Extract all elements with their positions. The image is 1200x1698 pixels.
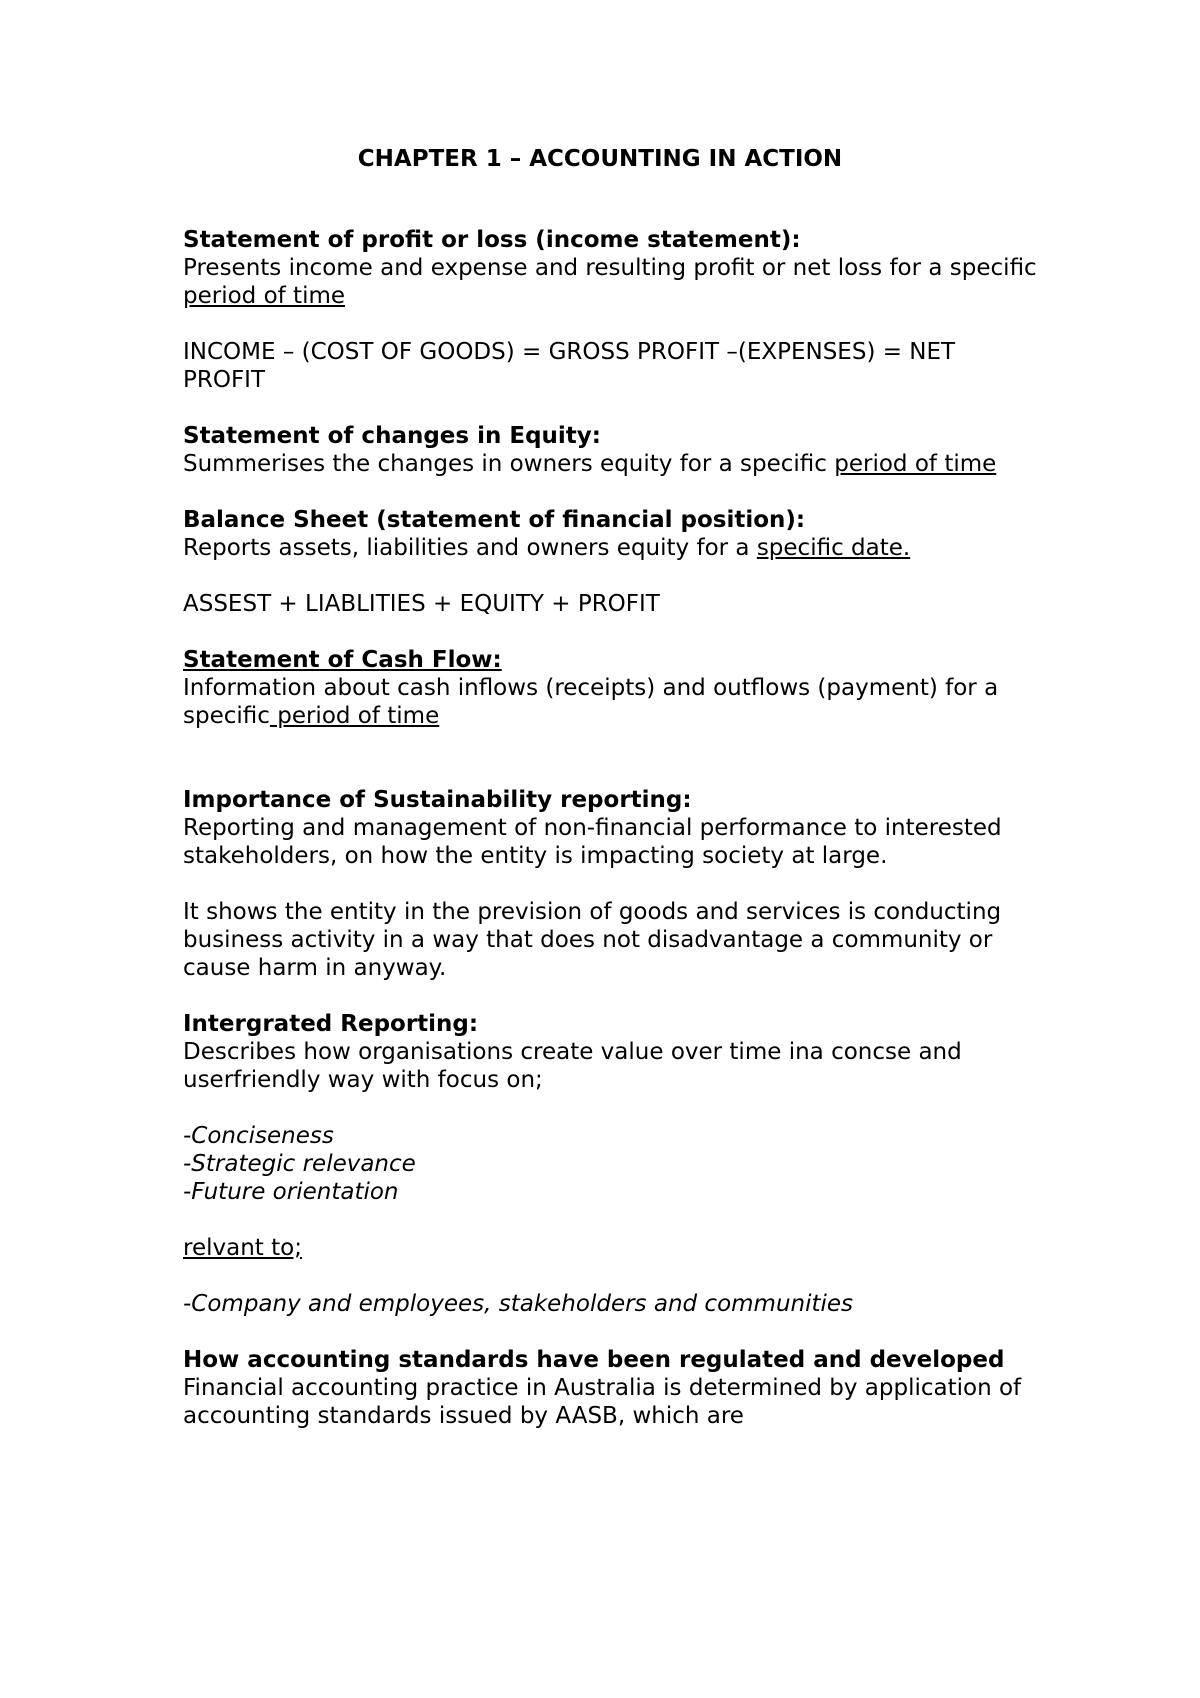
list-item: -Strategic relevance xyxy=(183,1151,416,1177)
section-profit-loss xyxy=(183,226,1043,310)
section-standards xyxy=(183,1346,1043,1430)
relevant-label-text: relvant to; xyxy=(183,1235,302,1261)
formula-accounting-equation: ASSEST + LIABLITIES + EQUITY + PROFIT xyxy=(183,591,660,617)
list-item: -Future orientation xyxy=(183,1179,399,1205)
section-sustainability xyxy=(183,786,1043,870)
underline-period-of-time: period of time xyxy=(183,283,346,309)
text-standards: Financial accounting practice in Australia is determined by application of accounting standards issued by AASB, which are xyxy=(183,1375,1022,1429)
section-equity xyxy=(183,422,1043,478)
text-cash-flow-a: Information about cash inflows (receipts) and outflows (payment) for a xyxy=(183,675,999,701)
underline-equity-period: period of time xyxy=(834,451,997,477)
section-cash-flow xyxy=(183,646,1043,730)
underline-specific-date: specific date. xyxy=(756,535,911,561)
page-title: CHAPTER 1 – ACCOUNTING IN ACTION xyxy=(357,146,843,172)
spacer xyxy=(183,730,1043,786)
text-cash-flow-b: specific xyxy=(183,703,270,729)
list-focus xyxy=(183,1122,1043,1206)
text-profit-loss: Presents income and expense and resulting profit or net loss for a specific xyxy=(183,255,1037,281)
heading-equity: Statement of changes in Equity: xyxy=(183,423,601,449)
section-balance-sheet xyxy=(183,506,1043,562)
document-body xyxy=(183,226,1043,1458)
underline-cash-flow-period: period of time xyxy=(269,703,440,729)
list-item: -Conciseness xyxy=(183,1123,334,1149)
heading-sustainability: Importance of Sustainability reporting: xyxy=(183,787,692,813)
heading-profit-loss: Statement of profit or loss (income statement): xyxy=(183,227,801,253)
heading-standards: How accounting standards have been regulated and developed xyxy=(183,1347,1005,1373)
text-integrated: Describes how organisations create value over time ina concse and userfriendly way with focus on; xyxy=(183,1039,962,1093)
formula-net-profit: INCOME – (COST OF GOODS) = GROSS PROFIT –(EXPENSES) = NET PROFIT xyxy=(183,339,956,393)
text-sustainability-2: It shows the entity in the prevision of goods and services is conducting business activity in a way that does not disadvantage a community or cause harm in anyway. xyxy=(183,899,1002,981)
text-sustainability-1: Reporting and management of non-financial performance to interested stakeholders, on how the entity is impacting society at large. xyxy=(183,815,1002,869)
text-equity: Summerises the changes in owners equity for a specific xyxy=(183,451,835,477)
heading-balance-sheet: Balance Sheet (statement of financial position): xyxy=(183,507,806,533)
relevant-label xyxy=(183,1234,1043,1262)
text-balance-sheet: Reports assets, liabilities and owners equity for a xyxy=(183,535,757,561)
section-integrated xyxy=(183,1010,1043,1094)
heading-integrated: Intergrated Reporting: xyxy=(183,1011,479,1037)
relevant-item: -Company and employees, stakeholders and communities xyxy=(183,1291,854,1317)
heading-cash-flow: Statement of Cash Flow: xyxy=(183,647,502,673)
